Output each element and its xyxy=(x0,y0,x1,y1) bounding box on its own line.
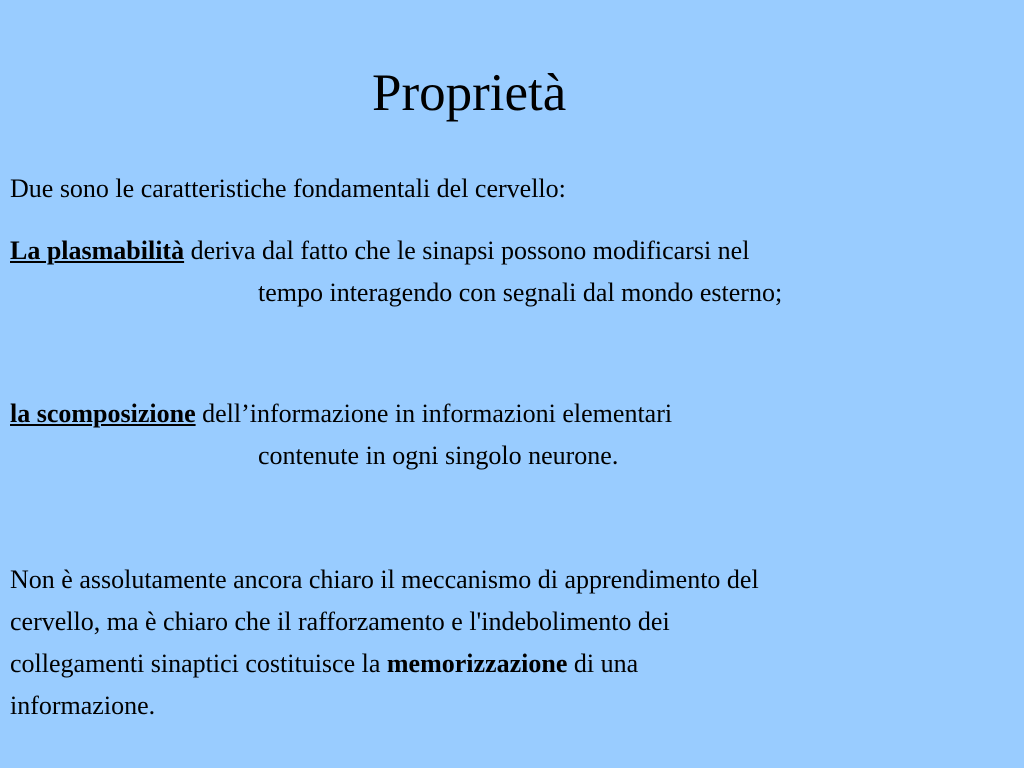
conclusion-line: informazione. xyxy=(10,691,156,720)
property-line xyxy=(10,393,672,435)
property-item-decomposition xyxy=(10,393,672,477)
conclusion-paragraph xyxy=(10,559,1010,727)
conclusion-line xyxy=(10,643,1010,685)
property-term: La plasmabilità xyxy=(10,236,185,265)
memorization-term: memorizzazione xyxy=(386,649,568,678)
property-description: dell’informazione in informazioni elementari xyxy=(195,399,673,428)
property-description-continuation: tempo interagendo con segnali dal mondo esterno; xyxy=(258,278,783,307)
property-description: deriva dal fatto che le sinapsi possono modificarsi nel xyxy=(184,236,750,265)
property-item-plasticity xyxy=(10,230,782,314)
conclusion-line: Non è assolutamente ancora chiaro il meccanismo di apprendimento del xyxy=(10,565,759,594)
property-line xyxy=(10,230,782,272)
intro-text: Due sono le caratteristiche fondamentali del cervello: xyxy=(10,174,566,203)
conclusion-text: collegamenti sinaptici costituisce la xyxy=(10,649,387,678)
property-term: la scomposizione xyxy=(10,399,196,428)
property-description-continuation: contenute in ogni singolo neurone. xyxy=(258,441,619,470)
slide-title: Proprietà xyxy=(372,64,567,122)
conclusion-line: cervello, ma è chiaro che il rafforzamento e l'indebolimento dei xyxy=(10,607,670,636)
conclusion-text: di una xyxy=(567,649,639,678)
